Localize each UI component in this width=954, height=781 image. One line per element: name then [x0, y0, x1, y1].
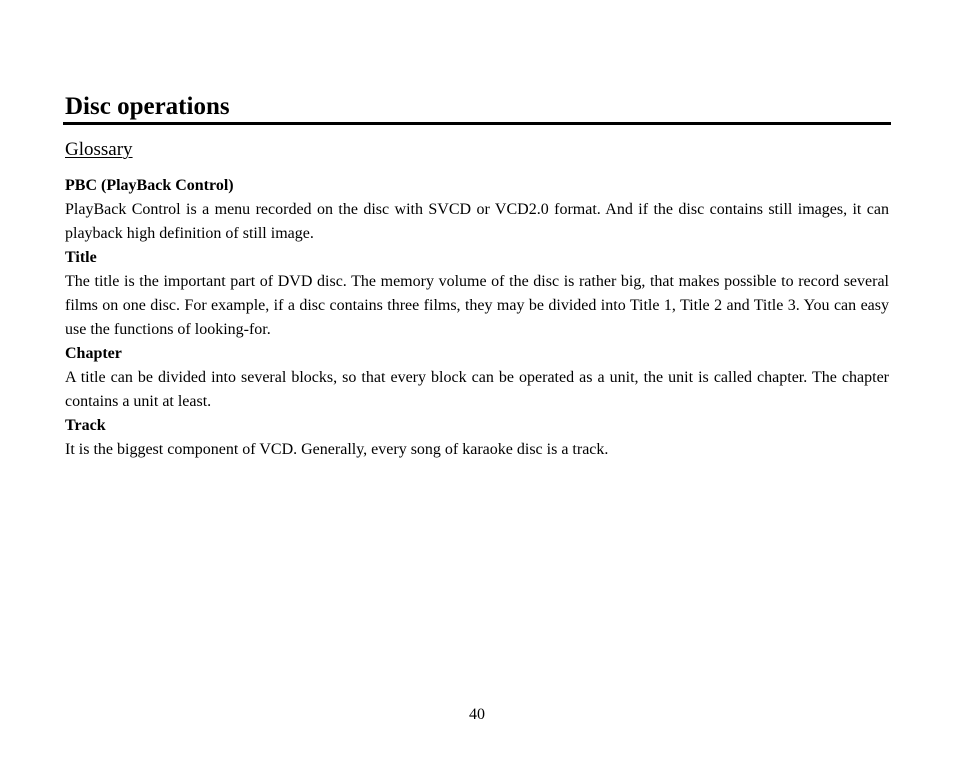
glossary-definition: The title is the important part of DVD disc. The memory volume of the disc is rather big, that makes possible to record several films on one disc. For example, if a disc contains three films, they may be divided into Title 1, Title 2 and Title 3. You can easy use the functions of looking-for. [65, 273, 889, 338]
glossary-entry-track [65, 414, 889, 462]
glossary-term: Track [65, 417, 106, 434]
glossary-entry-pbc [65, 174, 889, 246]
section-title-glossary: Glossary [65, 139, 133, 160]
glossary-list [65, 174, 889, 462]
heading-divider [63, 122, 891, 125]
glossary-entry-chapter [65, 342, 889, 414]
page-number: 40 [469, 706, 485, 723]
glossary-term: Chapter [65, 345, 122, 362]
glossary-definition: A title can be divided into several blocks, so that every block can be operated as a unit, the unit is called chapter. The chapter contains a unit at least. [65, 369, 889, 410]
glossary-entry-title [65, 246, 889, 342]
glossary-definition: It is the biggest component of VCD. Generally, every song of karaoke disc is a track. [65, 441, 609, 458]
page-heading: Disc operations [65, 93, 230, 120]
glossary-definition: PlayBack Control is a menu recorded on the disc with SVCD or VCD2.0 format. And if the disc contains still images, it can playback high definition of still image. [65, 201, 889, 242]
glossary-term: PBC (PlayBack Control) [65, 177, 234, 194]
glossary-term: Title [65, 249, 97, 266]
